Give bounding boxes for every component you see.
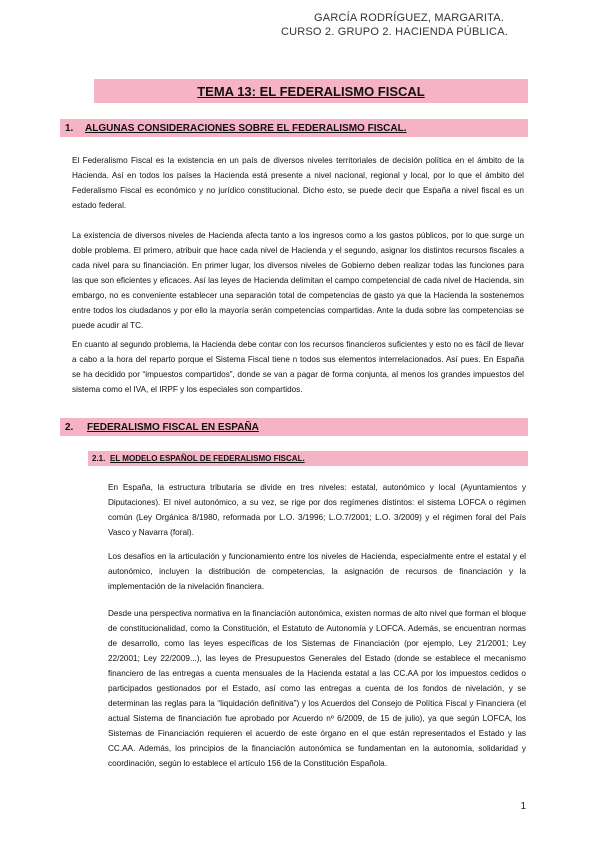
section-number: 2. (65, 421, 74, 433)
subsection-label: EL MODELO ESPAÑOL DE FEDERALISMO FISCAL. (110, 454, 305, 463)
section-heading-1 (60, 119, 528, 137)
subsection-number: 2.1. (92, 454, 106, 463)
paragraph: La existencia de diversos niveles de Hacienda afecta tanto a los ingresos como a los gastos públicos, por lo que surge un doble problema. El primero, atribuir que hace cada nivel de Hacienda y el segundo, asignar los distintos recursos fiscales a cada nivel para su financiación. En primer lugar, los diversos niveles de Gobierno deben realizar todas las funciones para las que son eficientes y eficaces. Así las leyes de Hacienda delimitan el campo competencial de cada nivel de Hacienda, sin embargo, no es conveniente establecer una separación total de competencias de gasto ya que la Hacienda la sostenemos entre todos los ciudadanos y por ello la mayoría serán competencias compartidas. Ante la duda sobre las competencias se puede acudir al TC. (72, 231, 524, 330)
paragraph: En cuanto al segundo problema, la Hacienda debe contar con los recursos financieros suficientes y esto no es fácil de llevar a cabo a la hora del reparto porque el Sistema Fiscal tiene n todos sus elementos interrelacionados. Así pues. En España se ha decidido por “impuestos compartidos”, donde se van a pagar de forma conjunta, al menos los grandes impuestos del sistema como el IVA, el IRPF y los especiales son compartidos. (72, 340, 524, 394)
section-heading-2 (60, 418, 528, 436)
header-course: CURSO 2. GRUPO 2. HACIENDA PÚBLICA. (280, 26, 508, 38)
section-label: ALGUNAS CONSIDERACIONES SOBRE EL FEDERALISMO FISCAL. (85, 122, 407, 134)
document-title: TEMA 13: EL FEDERALISMO FISCAL (197, 83, 425, 99)
subsection-heading (88, 451, 528, 466)
page-number: 1 (520, 801, 526, 812)
paragraph: Los desafíos en la articulación y funcionamiento entre los niveles de Hacienda, especialmente entre el estatal y el autonómico, incluyen la distribución de competencias, la asignación de recursos de financiación y la implementación de la nivelación financiera. (108, 552, 526, 591)
paragraph: El Federalismo Fiscal es la existencia en un país de diversos niveles territoriales de decisión política en el ámbito de la Hacienda. Así en todos los países la Hacienda está presente a nivel nacional, regional y local, por lo que el ámbito del Federalismo Fiscal es económico y no jurídico constitucional. Dicho esto, se puede decir que España a nivel fiscal es un estado federal. (72, 156, 524, 210)
section-number: 1. (65, 122, 74, 134)
document-title-band (94, 79, 528, 103)
paragraph: Desde una perspectiva normativa en la financiación autonómica, existen normas de alto nivel que forman el bloque de constitucionalidad, como la Constitución, el Estatuto de Autonomía y LOFCA. Además, se encuentran normas de desarrollo, como las leyes específicas de los Sistemas de Financiación (por ejemplo, Ley 21/2001; Ley 22/2001; Ley 22/2009...), las leyes de Presupuestos Generales del Estado (donde se establece el mecanismo financiero de las entregas a cuenta mensuales de la Hacienda estatal a las CC.AA por los impuestos cedidos o participados gestionados por el Estado, así como las entregas a cuenta de los fondos de nivelación, y se determinan las reglas para la “liquidación definitiva”) y los Acuerdos del Consejo de Política Fiscal y Financiera (el actual Sistema de financiación fue aprobado por Acuerdo nº 6/2009, de 15 de julio), ya que según LOFCA, los Sistemas de Financiación requieren el acuerdo de este órgano en el que están representados el Estado y las CC.AA. Además, los principios de la financiación autonómica se fundamentan en la autonomía, solidaridad y coordinación, según lo establece el artículo 156 de la Constitución Española. (108, 609, 526, 768)
section-label: FEDERALISMO FISCAL EN ESPAÑA (87, 421, 259, 433)
paragraph: En España, la estructura tributaria se divide en tres niveles: estatal, autonómico y local (Ayuntamientos y Diputaciones). El nivel autonómico, a su vez, se rige por dos regímenes distintos: el sistema LOFCA o régimen común (Ley Orgánica 8/1980, reformada por L.O. 3/1996; L.O.7/2001; L.O. 3/2009) y el régimen foral del País Vasco y Navarra (foral). (108, 483, 526, 537)
header-author: GARCÍA RODRÍGUEZ, MARGARITA. (314, 12, 504, 24)
